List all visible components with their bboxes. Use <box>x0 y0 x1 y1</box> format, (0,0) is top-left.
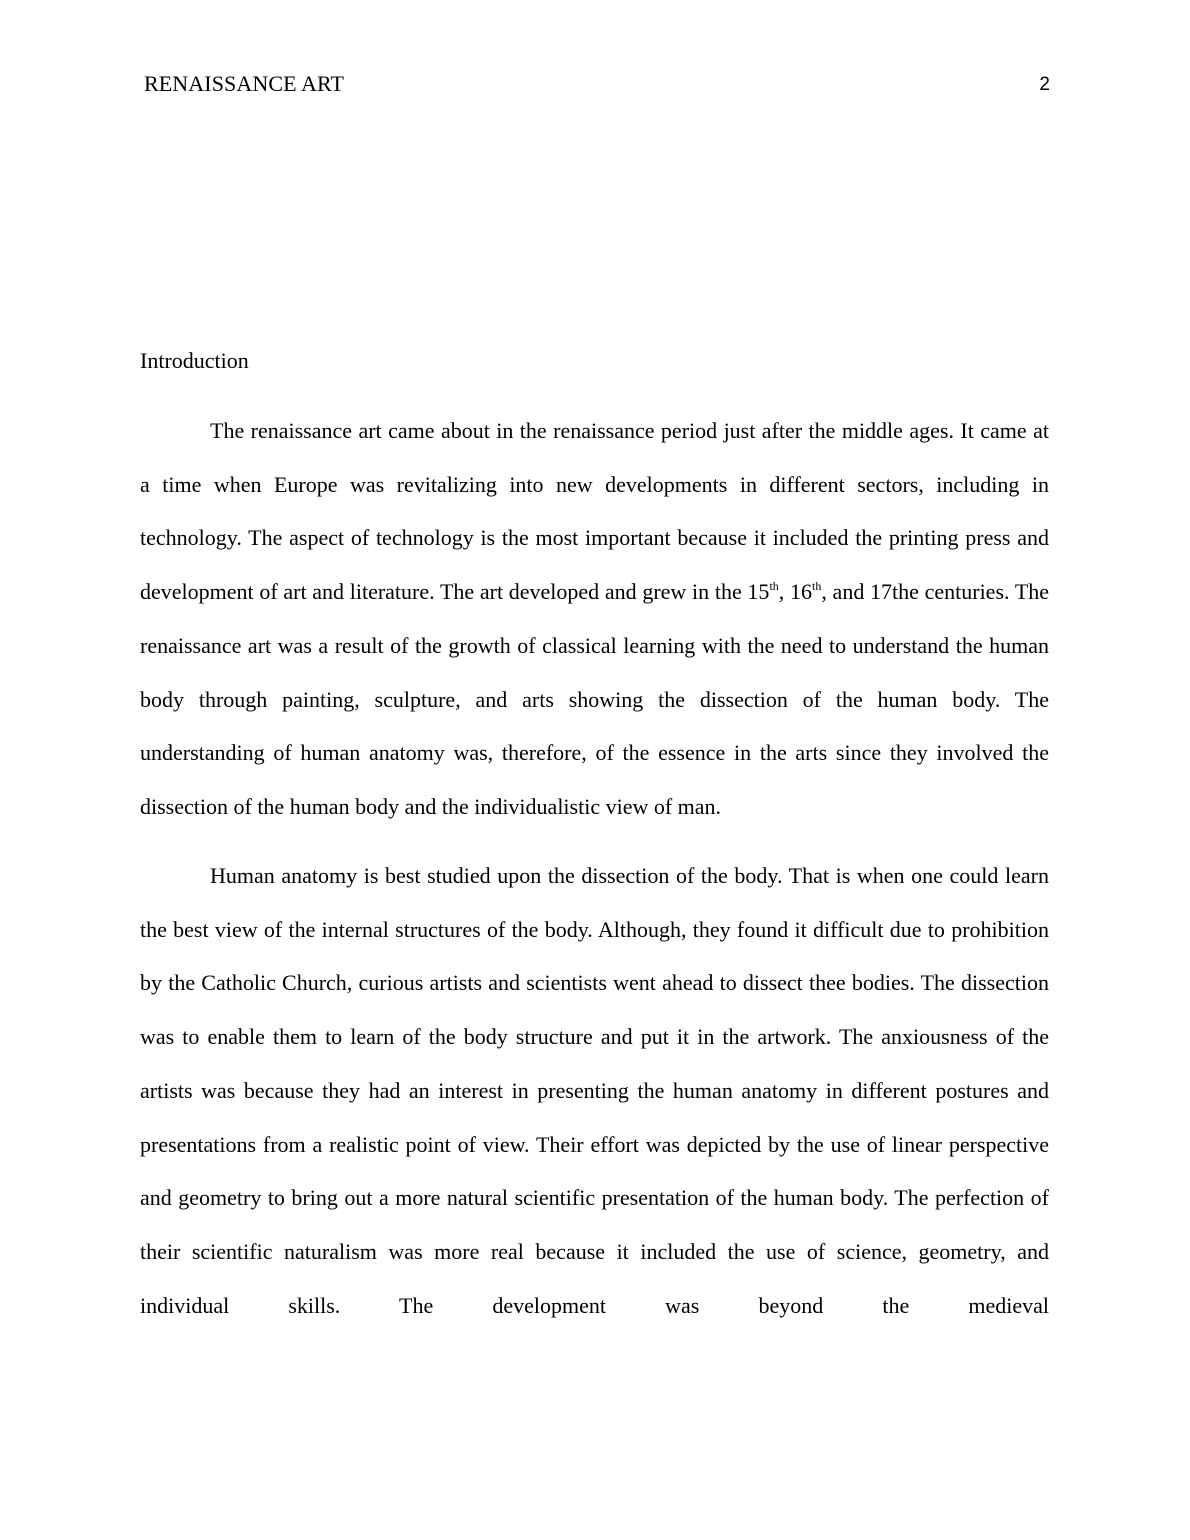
paragraph-2-text: Human anatomy is best studied upon the dissection of the body. That is when one could learn the best view of the internal structures of the body. Although, they found it difficult due to prohibition by the Catholic Church, curious artists and scientists went ahead to dissect thee bodies. The dissection was to enable them to learn of the body structure and put it in the artwork. The anxiousness of the artists was because they had an interest in presenting the human anatomy in different postures and presentations from a realistic point of view. Their effort was depicted by the use of linear perspective and geometry to bring out a more natural scientific presentation of the human body. The perfection of their scientific naturalism was more real because it included the use of science, geometry, and individual skills. The development was beyond the medieval <box>140 863 1049 1318</box>
paragraph-1 <box>140 404 1049 834</box>
paragraph-1-text <box>140 404 1049 834</box>
page-number: 2 <box>1039 74 1050 95</box>
running-head: RENAISSANCE ART <box>144 71 345 96</box>
paragraph-1-part-c: , and 17the centuries. The renaissance art was a result of the growth of classical learning with the need to understand the human body through painting, sculpture, and arts showing the dissection of the human body. The understanding of human anatomy was, therefore, of the essence in the arts since they involved the dissection of the human body and the individualistic view of man. <box>140 579 1050 819</box>
ordinal-suffix-16th: th <box>812 579 822 594</box>
paragraph-2 <box>140 849 1049 1332</box>
paragraph-1-part-a: The renaissance art came about in the renaissance period just after the middle ages. It came at a time when Europe was revitalizing into new developments in different sectors, including in technology. The aspect of technology is the most important because it included the printing press and development of art and literature. The art developed and grew in the 15 <box>140 418 1049 605</box>
section-heading: Introduction <box>140 348 249 373</box>
ordinal-suffix-15th: th <box>769 579 779 594</box>
paragraph-1-part-b: , 16 <box>778 579 812 605</box>
